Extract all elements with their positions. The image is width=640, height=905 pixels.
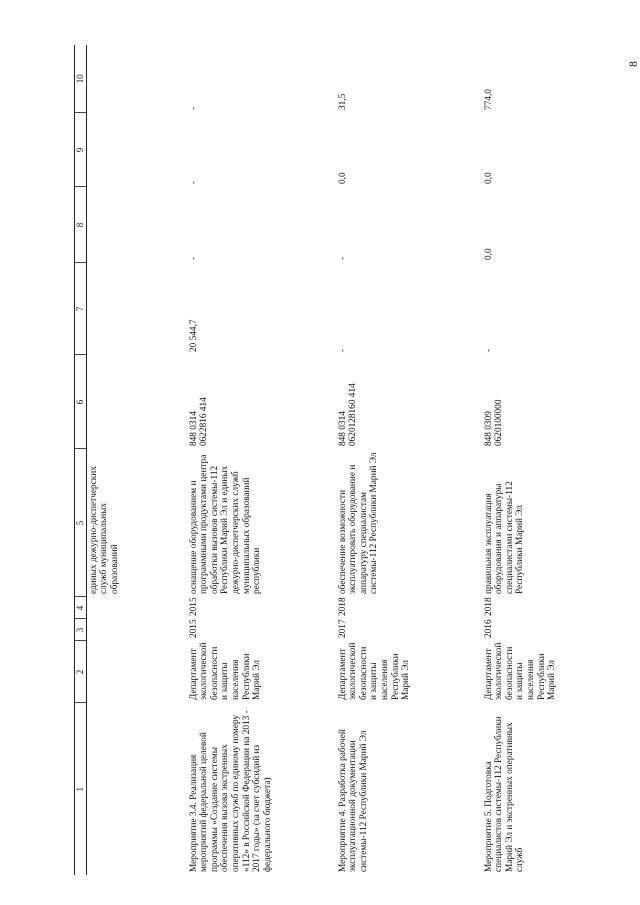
- column-number: 7: [75, 263, 87, 355]
- amount-cell: -: [188, 106, 199, 110]
- column-number: 10: [75, 45, 87, 113]
- table-row: [187, 45, 336, 875]
- budget-code-line: 848 0314: [337, 411, 348, 446]
- amount-cell: -: [188, 256, 199, 260]
- expected-result: единых дежурно-диспетчерских служб муниципальных образований: [88, 466, 120, 594]
- budget-code-line: 0620128160 414: [348, 383, 359, 446]
- amount-cell: -: [483, 348, 494, 352]
- responsible-executor: Департамент экологической безопасности и защиты населения Республики Марий Эл: [188, 642, 263, 700]
- table-row: [336, 45, 482, 875]
- activity-name: Мероприятие 4. Разработка рабочей эксплуатационной документации системы-112 Республики Марий Эл: [337, 729, 369, 872]
- column-number: 6: [75, 355, 87, 449]
- page-number: 8: [626, 61, 640, 67]
- budget-code: [187, 355, 336, 449]
- program-activities-table: [74, 45, 606, 875]
- column-number: 8: [75, 187, 87, 263]
- amount-cell: 20 544,7: [188, 319, 199, 352]
- end-year: 2018: [483, 597, 494, 616]
- column-number: 5: [75, 449, 87, 597]
- start-year: 2017: [337, 619, 348, 638]
- budget-code: [336, 355, 482, 449]
- expected-result: обеспечение возможности эксплуатировать оборудование и аппаратуру специалистам системы-112 Республики Марий Эл: [337, 452, 380, 594]
- budget-code-line: 0620100000: [494, 399, 505, 446]
- activity-name: Мероприятие 3.4. Реализация мероприятий федеральной целевой программы «Создание системы обеспечения вызова экстренных оперативных служб по единому номеру «112» в Российской Федерации на 2013 - 2017 годы» (за счет субсидий из федерального бюджета): [188, 710, 273, 872]
- column-number: 1: [75, 703, 87, 875]
- budget-code: [482, 355, 606, 449]
- amount-cell: -: [337, 348, 348, 352]
- column-number: 9: [75, 113, 87, 187]
- expected-result: правильная эксплуатация оборудования и аппаратуры специалистами системы-112 Республики Марий Эл: [483, 481, 526, 594]
- amount-cell: 774,0: [483, 89, 494, 110]
- column-number: 2: [75, 641, 87, 703]
- budget-code-line: 848 0314: [188, 411, 199, 446]
- start-year: 2016: [483, 619, 494, 638]
- column-number-header: [75, 45, 87, 875]
- end-year: 2015: [188, 597, 199, 616]
- end-year: 2018: [337, 597, 348, 616]
- responsible-executor: Департамент экологической безопасности и защиты населения Республики Марий Эл: [483, 642, 558, 700]
- amount-cell: 0,0: [483, 172, 494, 184]
- continuation-row: [86, 45, 187, 875]
- responsible-executor: Департамент экологической безопасности и защиты населения Республики Марий Эл: [337, 642, 412, 700]
- column-number: 4: [75, 597, 87, 619]
- amount-cell: 0,0: [483, 248, 494, 260]
- table-row: [482, 45, 606, 875]
- amount-cell: 31,5: [337, 93, 348, 110]
- amount-cell: 0,0: [337, 172, 348, 184]
- budget-code-line: 0622816 414: [199, 397, 210, 446]
- start-year: 2015: [188, 619, 199, 638]
- column-number: 3: [75, 619, 87, 641]
- amount-cell: -: [188, 180, 199, 184]
- expected-result: оснащение оборудованием и программными продуктами центра обработки вызовов системы-112 Республики Марий Эл и единых дежурно-диспетчерских служб муниципальных образований республики: [188, 454, 263, 594]
- amount-cell: -: [337, 256, 348, 260]
- activity-name: Мероприятие 5. Подготовка специалистов системы-112 Республики Марий Эл и экстренных оперативных служб: [483, 716, 526, 872]
- budget-code-line: 848 0309: [483, 411, 494, 446]
